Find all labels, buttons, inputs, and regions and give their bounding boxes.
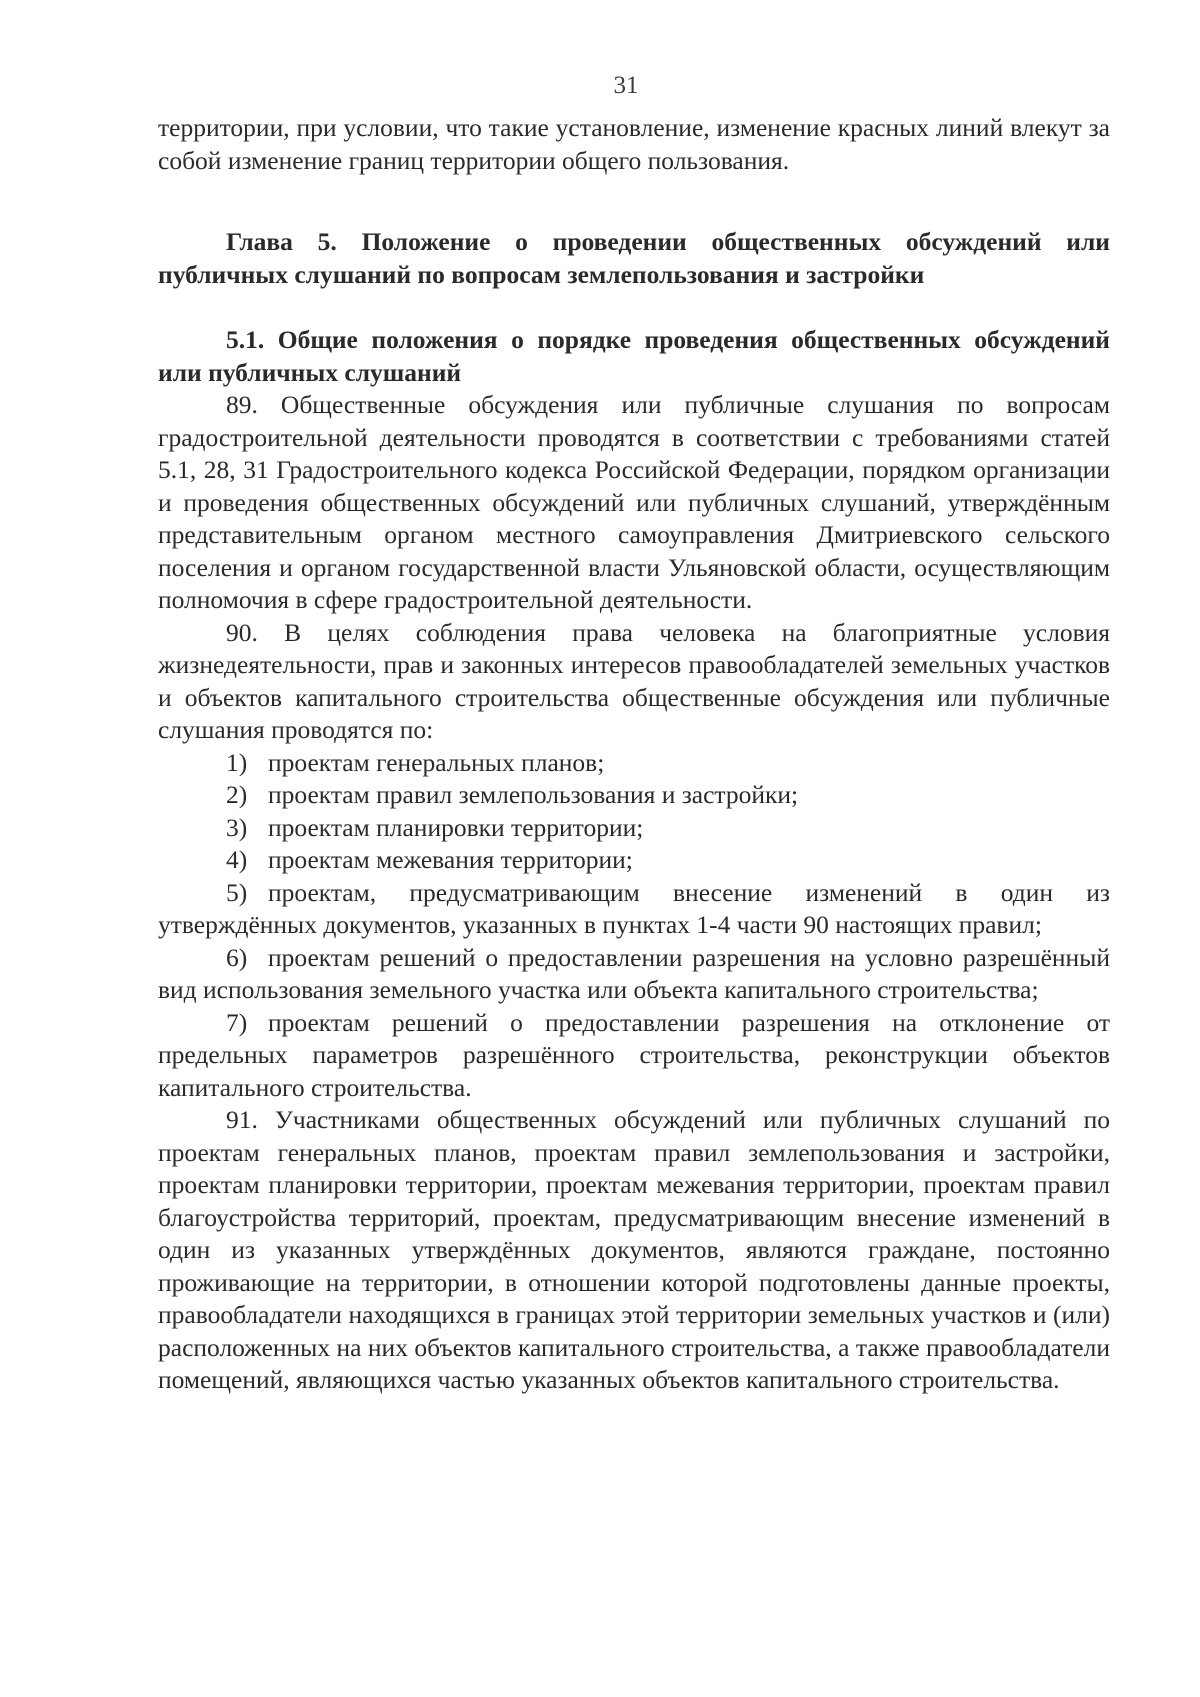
chapter-heading: Глава 5. Положение о проведении общественных обсуждений или публичных слушаний по вопросам землепользования и застройки (158, 227, 1110, 289)
list-item-text: проектам межевания территории; (268, 845, 633, 874)
list-item-text: проектам решений о предоставлении разрешения на отклонение от предельных параметров разрешённого строительства, реконструкции объектов капитального строительства. (158, 1007, 1110, 1102)
list-item (158, 747, 1110, 780)
document-body (158, 112, 1110, 1397)
list-item (158, 1007, 1110, 1105)
paragraph-90: 90. В целях соблюдения права человека на благоприятные условия жизнедеятельности, прав и законных интересов правообладателей земельных участков и объектов капитального строительства общественные обсуждения или публичные слушания проводятся по: (158, 617, 1110, 744)
list-item-number: 3) (226, 812, 248, 842)
list-item-text: проектам, предусматривающим внесение изменений в один из утверждённых документов, указанных в пунктах 1-4 части 90 настоящих правил; (158, 877, 1110, 939)
list-item-text: проектам решений о предоставлении разрешения на условно разрешённый вид использования земельного участка или объекта капитального строительства; (158, 942, 1110, 1004)
list-item-number: 4) (226, 845, 248, 874)
list-item (158, 844, 1110, 877)
list-item-number: 2) (226, 780, 248, 809)
list-item-number: 6) (226, 942, 248, 972)
list-item-number: 5) (226, 877, 248, 907)
list-item-text: проектам генеральных планов; (268, 747, 605, 777)
section-heading: 5.1. Общие положения о порядке проведения общественных обсуждений или публичных слушаний (158, 325, 1110, 387)
list-item (158, 779, 1110, 812)
list-item-number: 1) (226, 747, 248, 777)
list-item-text: проектам планировки территории; (268, 812, 644, 842)
paragraph-91: 91. Участниками общественных обсуждений или публичных слушаний по проектам генеральных планов, проектам правил землепользования и застройки, проектам планировки территории, проектам межевания территории, проектам правил благоустройства территорий, проектам, предусматривающим внесение изменений в один из указанных утверждённых документов, являются граждане, постоянно проживающие на территории, в отношении которой подготовлены данные проекты, правообладатели находящихся в границах этой территории земельных участков и (или) расположенных на них объектов капитального строительства, а также правообладатели помещений, являющихся частью указанных объектов капитального строительства. (158, 1105, 1110, 1394)
list-item-text: проектам правил землепользования и застройки; (268, 780, 799, 809)
list-item (158, 942, 1110, 1007)
page-number: 31 (613, 72, 639, 99)
intro-paragraph: территории, при условии, что такие установление, изменение красных линий влекут за собой изменение границ территории общего пользования. (158, 113, 1110, 175)
list-item-number: 7) (226, 1007, 248, 1037)
paragraph-89: 89. Общественные обсуждения или публичные слушания по вопросам градостроительной деятельности проводятся в соответствии с требованиями статей 5.1, 28, 31 Градостроительного кодекса Российской Федерации, порядком организации и проведения общественных обсуждений или публичных слушаний, утверждённым представительным органом местного самоуправления Дмитриевского сельского поселения и органом государственной власти Ульяновской области, осуществляющим полномочия в сфере градостроительной деятельности. (158, 390, 1110, 614)
list-item (158, 877, 1110, 942)
list-item (158, 812, 1110, 845)
